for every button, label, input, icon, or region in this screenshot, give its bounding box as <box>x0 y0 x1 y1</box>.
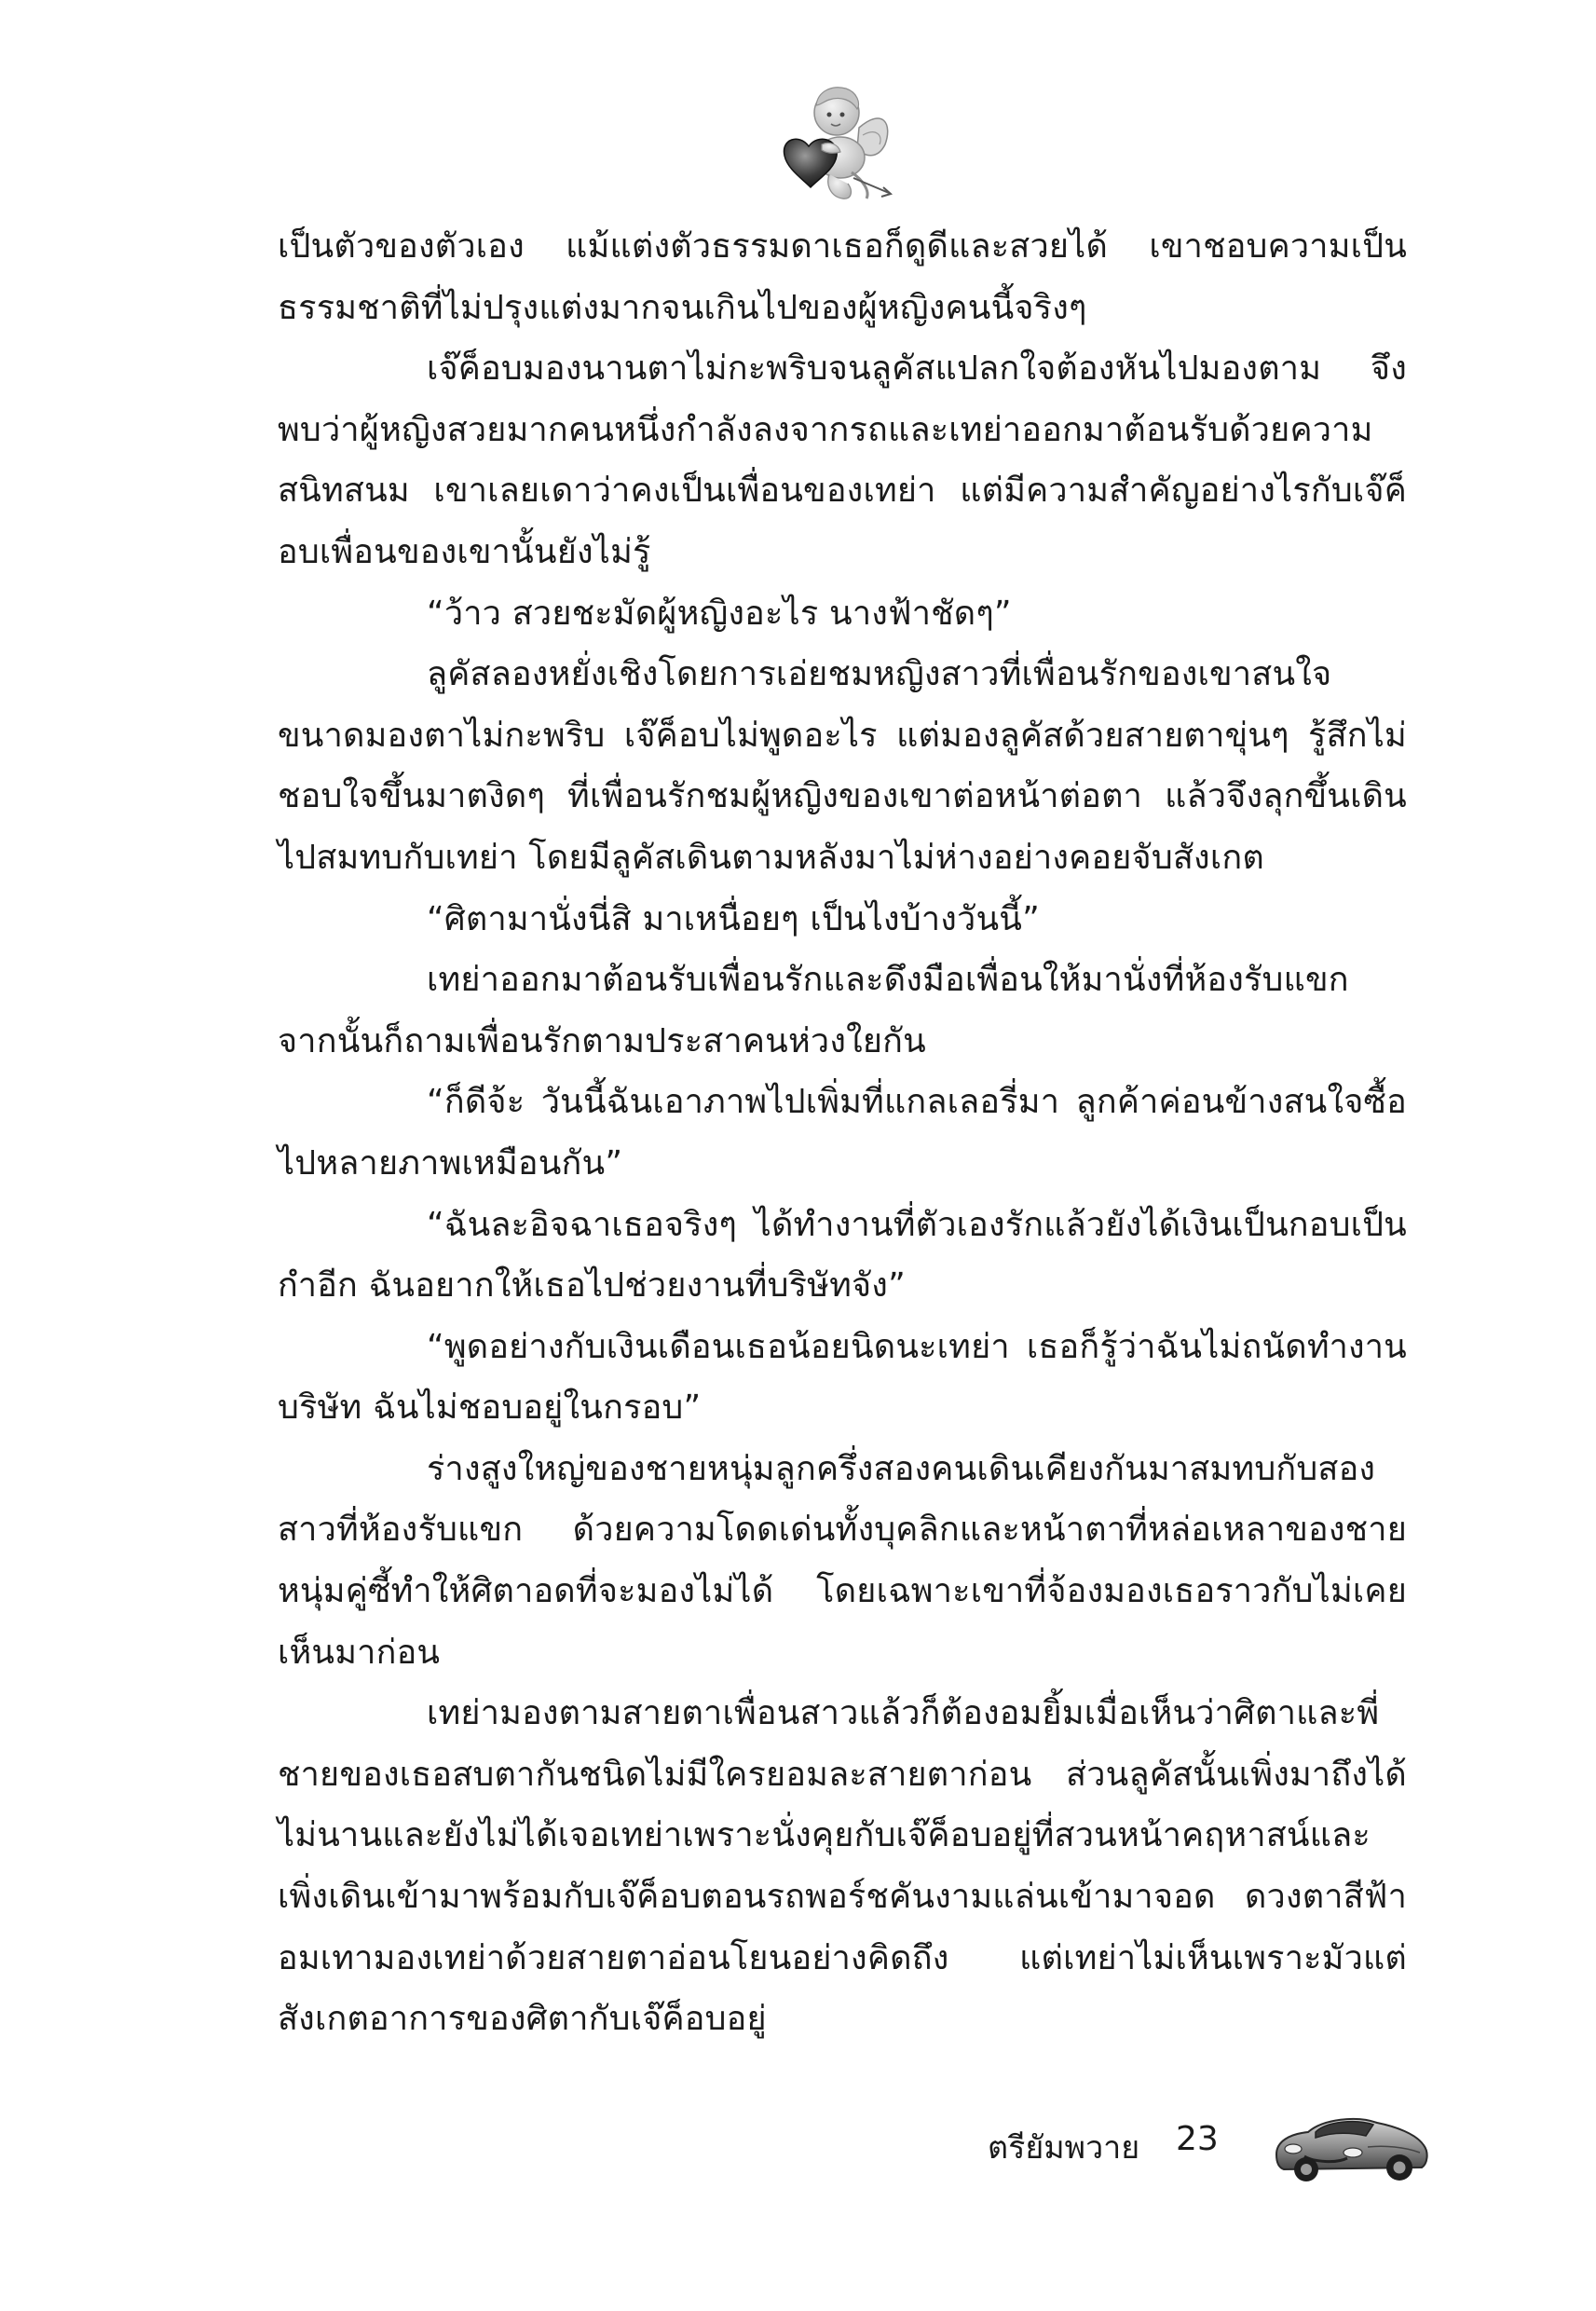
paragraph-2: เจ๊ค็อบมองนานตาไม่กะพริบจนลูคัสแปลกใจต้องหันไปมองตาม จึงพบว่าผู้หญิงสวยมากคนหนึ่งกำลังลงจากรถและเทย่าออกมาต้อนรับด้วยความสนิทสนม เขาเลยเดาว่าคงเป็นเพื่อนของเทย่า แต่มีความสำคัญอย่างไรกับเจ๊ค็อบเพื่อนของเขานั้นยังไม่รู้ <box>278 349 1407 571</box>
paragraph-8: “ฉันละอิจฉาเธอจริงๆ ได้ทำงานที่ตัวเองรักแล้วยังได้เงินเป็นกอบเป็นกำอีก ฉันอยากให้เธอไปช่วยงานที่บริษัทจัง” <box>278 1205 1407 1306</box>
page-number: 23 <box>1176 2120 1219 2158</box>
paragraph-10: ร่างสูงใหญ่ของชายหนุ่มลูกครึ่งสองคนเดินเคียงกันมาสมทบกับสองสาวที่ห้องรับแขก ด้วยความโดดเด่นทั้งบุคลิกและหน้าตาที่หล่อเหลาของชายหนุ่มคู่ซี้ทำให้ศิตาอดที่จะมองไม่ได้ โดยเฉพาะเขาที่จ้องมองเธอราวกับไม่เคยเห็นมาก่อน <box>278 1449 1407 1672</box>
paragraph-4: ลูคัสลองหยั่งเชิงโดยการเอ่ยชมหญิงสาวที่เพื่อนรักของเขาสนใจขนาดมองตาไม่กะพริบ เจ๊ค็อบไม่พูดอะไร แต่มองลูคัสด้วยสายตาขุ่นๆ รู้สึกไม่ชอบใจขึ้นมาตงิดๆ ที่เพื่อนรักชมผู้หญิงของเขาต่อหน้าต่อตา แล้วจึงลุกขึ้นเดินไปสมทบกับเทย่า โดยมีลูคัสเดินตามหลังมาไม่ห่างอย่างคอยจับสังเกต <box>278 655 1407 877</box>
paragraph-6: เทย่าออกมาต้อนรับเพื่อนรักและดึงมือเพื่อนให้มานั่งที่ห้องรับแขกจากนั้นก็ถามเพื่อนรักตามประสาคนห่วงใยกัน <box>278 961 1349 1060</box>
paragraph-11: เทย่ามองตามสายตาเพื่อนสาวแล้วก็ต้องอมยิ้มเมื่อเห็นว่าศิตาและพี่ชายของเธอสบตากันชนิดไม่มีใครยอมละสายตาก่อน ส่วนลูคัสนั้นเพิ่งมาถึงได้ไม่นานและยังไม่ได้เจอเทย่าเพราะนั่งคุยกับเจ๊ค็อบอยู่ที่สวนหน้าคฤหาสน์และเพิ่งเดินเข้ามาพร้อมกับเจ๊ค็อบตอนรถพอร์ชคันงามแล่นเข้ามาจอด ดวงตาสีฟ้าอมเทามองเทย่าด้วยสายตาอ่อนโยนอย่างคิดถึง แต่เทย่าไม่เห็นเพราะมัวแต่สังเกตอาการของศิตากับเจ๊ค็อบอยู่ <box>278 1694 1407 2039</box>
paragraph-5: “ศิตามานั่งนี่สิ มาเหนื่อยๆ เป็นไงบ้างวันนี้” <box>427 899 1040 938</box>
paragraph-3: “ว้าว สวยชะมัดผู้หญิงอะไร นางฟ้าชัดๆ” <box>427 594 1012 633</box>
cupid-heart-icon <box>773 79 894 210</box>
book-title: ตรียัมพวาย <box>988 2129 1140 2167</box>
paragraph-1: เป็นตัวของตัวเอง แม้แต่งตัวธรรมดาเธอก็ดูดีและสวยได้ เขาชอบความเป็นธรรมชาติที่ไม่ปรุงแต่งมากจนเกินไปของผู้หญิงคนนี้จริงๆ <box>278 227 1407 327</box>
paragraph-7: “ก็ดีจ้ะ วันนี้ฉันเอาภาพไปเพิ่มที่แกลเลอรี่มา ลูกค้าค่อนข้างสนใจซื้อไปหลายภาพเหมือนกัน” <box>278 1083 1407 1183</box>
chapter-text <box>278 216 1407 2050</box>
sports-car-icon <box>1267 2097 1435 2185</box>
page-footer <box>932 2083 1453 2195</box>
paragraph-9: “พูดอย่างกับเงินเดือนเธอน้อยนิดนะเทย่า เธอก็รู้ว่าฉันไม่ถนัดทำงานบริษัท ฉันไม่ชอบอยู่ในกรอบ” <box>278 1327 1407 1428</box>
